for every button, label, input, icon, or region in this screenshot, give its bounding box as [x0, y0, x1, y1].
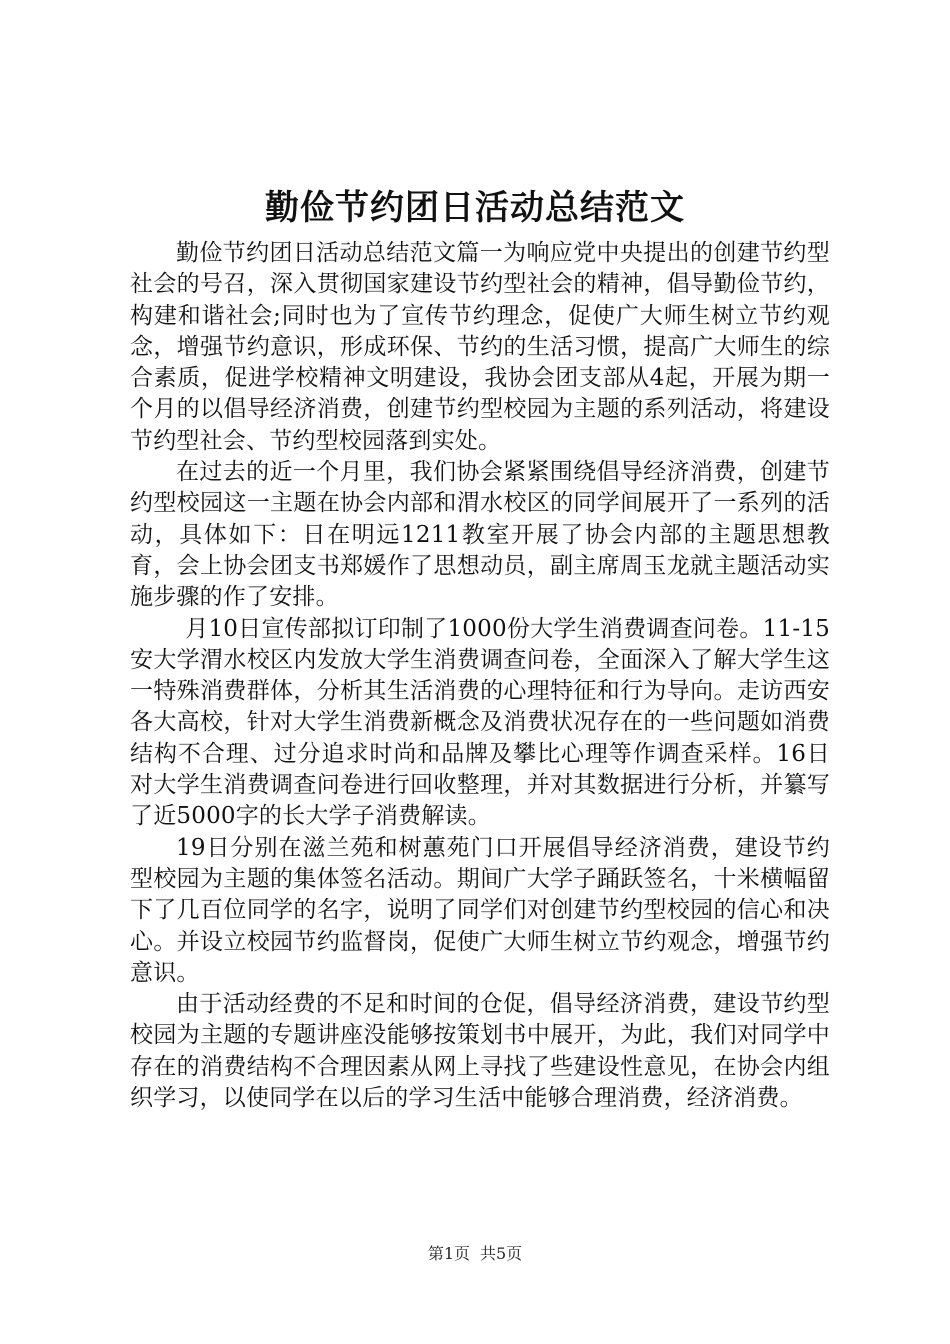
- paragraph-3: 月10日宣传部拟订印制了1000份大学生消费调查问卷。11-15安大学渭水校区内发放大学生消费调查问卷，全面深入了解大学生这一特殊消费群体，分析其生活消费的心理特征和行为导向。走访西安各大高校，针对大学生消费新概念及消费状况存在的一些问题如消费结构不合理、过分追求时尚和品牌及攀比心理等作调查采样。16日对大学生消费调查问卷进行回收整理，并对其数据进行分析，并纂写了近5000字的长大学子消费解读。: [130, 615, 830, 830]
- document-title: 勤俭节约团日活动总结范文: [265, 188, 685, 228]
- page-number-total: 共5页: [480, 1244, 523, 1263]
- page-number-current: 第1页: [427, 1244, 470, 1263]
- page-footer: [0, 1244, 950, 1264]
- document-body: [130, 238, 830, 1114]
- paragraph-2: 在过去的近一个月里，我们协会紧紧围绕倡导经济消费，创建节约型校园这一主题在协会内部和渭水校区的同学间展开了一系列的活动，具体如下：日在明远1211教室开展了协会内部的主题思想教育，会上协会团支书郑媛作了思想动员，副主席周玉龙就主题活动实施步骤的作了安排。: [130, 459, 830, 611]
- paragraph-1: 勤俭节约团日活动总结范文篇一为响应党中央提出的创建节约型社会的号召，深入贯彻国家建设节约型社会的精神，倡导勤俭节约，构建和谐社会;同时也为了宣传节约理念，促使广大师生树立节约观念，增强节约意识，形成环保、节约的生活习惯，提高广大师生的综合素质，促进学校精神文明建设，我协会团支部从4起，开展为期一个月的以倡导经济消费，创建节约型校园为主题的系列活动，将建设节约型社会、节约型校园落到实处。: [130, 240, 830, 454]
- paragraph-5: 由于活动经费的不足和时间的仓促，倡导经济消费，建设节约型校园为主题的专题讲座没能够按策划书中展开，为此，我们对同学中存在的消费结构不合理因素从网上寻找了些建设性意见，在协会内组织学习，以使同学在以后的学习生活中能够合理消费，经济消费。: [130, 991, 830, 1112]
- paragraph-4: 19日分别在滋兰苑和树蕙苑门口开展倡导经济消费，建设节约型校园为主题的集体签名活动。期间广大学子踊跃签名，十米横幅留下了几百位同学的名字，说明了同学们对创建节约型校园的信心和决心。并设立校园节约监督岗，促使广大师生树立节约观念，增强节约意识。: [130, 834, 830, 986]
